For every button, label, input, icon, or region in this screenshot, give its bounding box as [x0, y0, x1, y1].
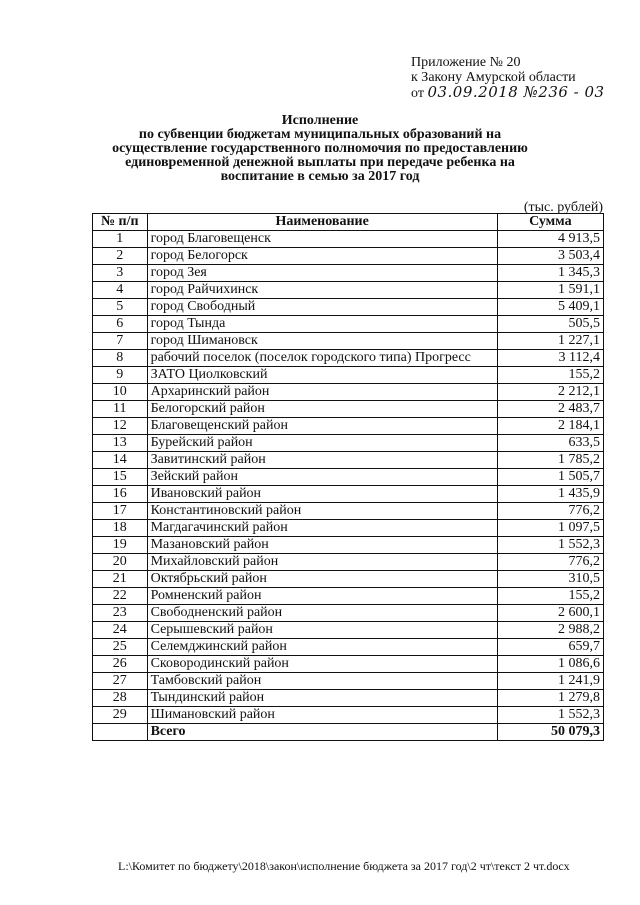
row-name: Магдагачинский район [147, 520, 497, 537]
table-body [93, 231, 604, 741]
row-sum: 1 279,8 [497, 690, 603, 707]
title-line-3: осуществление государственного полномочия по предоставлению [112, 141, 528, 156]
row-number: 3 [93, 265, 148, 282]
row-name: Октябрьский район [147, 571, 497, 588]
row-sum: 1 097,5 [497, 520, 603, 537]
table-row [93, 350, 604, 367]
table-row [93, 656, 604, 673]
row-number: 8 [93, 350, 148, 367]
title-line-4: единовременной денежной выплаты при передаче ребенка на [125, 155, 515, 170]
row-number: 7 [93, 333, 148, 350]
row-name: Тамбовский район [147, 673, 497, 690]
row-name: Благовещенский район [147, 418, 497, 435]
total-label: Всего [147, 724, 497, 741]
row-number: 28 [93, 690, 148, 707]
row-name: рабочий поселок (поселок городского типа) Прогресс [147, 350, 497, 367]
row-number: 21 [93, 571, 148, 588]
row-number: 27 [93, 673, 148, 690]
row-sum: 4 913,5 [497, 231, 603, 248]
row-name: город Шимановск [147, 333, 497, 350]
title-line-5: воспитание в семью за 2017 год [220, 169, 420, 184]
row-name: ЗАТО Циолковский [147, 367, 497, 384]
row-name: город Райчихинск [147, 282, 497, 299]
row-sum: 1 552,3 [497, 707, 603, 724]
row-name: город Благовещенск [147, 231, 497, 248]
handwritten-date-number: 03.09.2018 №236 - 03 [427, 83, 605, 101]
row-number: 18 [93, 520, 148, 537]
table-row [93, 435, 604, 452]
row-sum: 2 988,2 [497, 622, 603, 639]
row-sum: 659,7 [497, 639, 603, 656]
file-path-footer: L:\Комитет по бюджету\2018\закон\исполнение бюджета за 2017 год\2 чт\текст 2 чт.docx [118, 859, 570, 873]
table-row [93, 333, 604, 350]
row-name: Мазановский район [147, 537, 497, 554]
row-sum: 3 112,4 [497, 350, 603, 367]
table-row [93, 673, 604, 690]
row-number: 17 [93, 503, 148, 520]
unit-label: (тыс. рублей) [523, 200, 603, 215]
appendix-date-prefix: от [411, 86, 424, 101]
row-sum: 1 435,9 [497, 486, 603, 503]
row-name: город Свободный [147, 299, 497, 316]
row-sum: 2 212,1 [497, 384, 603, 401]
row-number: 15 [93, 469, 148, 486]
total-row [93, 724, 604, 741]
row-name: Белогорский район [147, 401, 497, 418]
table-row [93, 248, 604, 265]
row-name: Архаринский район [147, 384, 497, 401]
appendix-date-line [411, 85, 605, 101]
table-row [93, 469, 604, 486]
header-name: Наименование [147, 214, 497, 231]
table-row [93, 554, 604, 571]
row-name: Свободненский район [147, 605, 497, 622]
row-name: Бурейский район [147, 435, 497, 452]
table-row [93, 316, 604, 333]
document-title [90, 114, 550, 184]
row-name: Ромненский район [147, 588, 497, 605]
appendix-block [411, 55, 605, 101]
row-number: 2 [93, 248, 148, 265]
table-row [93, 282, 604, 299]
row-number: 5 [93, 299, 148, 316]
table-row [93, 605, 604, 622]
row-sum: 1 345,3 [497, 265, 603, 282]
row-number: 12 [93, 418, 148, 435]
row-number: 22 [93, 588, 148, 605]
table-row [93, 384, 604, 401]
table-row [93, 418, 604, 435]
table-row [93, 588, 604, 605]
row-sum: 1 505,7 [497, 469, 603, 486]
table-row [93, 639, 604, 656]
table-row [93, 367, 604, 384]
row-name: Завитинский район [147, 452, 497, 469]
row-name: Ивановский район [147, 486, 497, 503]
row-number: 16 [93, 486, 148, 503]
row-number: 26 [93, 656, 148, 673]
table-header-row [93, 214, 604, 231]
row-number: 11 [93, 401, 148, 418]
row-name: город Тында [147, 316, 497, 333]
total-num [93, 724, 148, 741]
row-sum: 1 552,3 [497, 537, 603, 554]
header-num: № п/п [93, 214, 148, 231]
row-sum: 310,5 [497, 571, 603, 588]
table-row [93, 401, 604, 418]
row-name: Серышевский район [147, 622, 497, 639]
table-row [93, 231, 604, 248]
row-name: Константиновский район [147, 503, 497, 520]
table-row [93, 486, 604, 503]
row-sum: 2 600,1 [497, 605, 603, 622]
row-name: Михайловский район [147, 554, 497, 571]
row-sum: 155,2 [497, 588, 603, 605]
row-name: город Зея [147, 265, 497, 282]
header-sum: Сумма [497, 214, 603, 231]
row-sum: 505,5 [497, 316, 603, 333]
row-number: 19 [93, 537, 148, 554]
row-sum: 2 184,1 [497, 418, 603, 435]
title-line-2: по субвенции бюджетам муниципальных образований на [138, 127, 502, 142]
row-number: 14 [93, 452, 148, 469]
row-number: 6 [93, 316, 148, 333]
table-row [93, 690, 604, 707]
row-number: 1 [93, 231, 148, 248]
table-row [93, 707, 604, 724]
row-sum: 1 785,2 [497, 452, 603, 469]
total-sum: 50 079,3 [497, 724, 603, 741]
row-number: 29 [93, 707, 148, 724]
row-sum: 776,2 [497, 554, 603, 571]
table-row [93, 452, 604, 469]
table-row [93, 299, 604, 316]
row-name: Сковородинский район [147, 656, 497, 673]
row-sum: 155,2 [497, 367, 603, 384]
row-name: Тындинский район [147, 690, 497, 707]
row-number: 13 [93, 435, 148, 452]
row-name: Зейский район [147, 469, 497, 486]
table-row [93, 571, 604, 588]
row-number: 23 [93, 605, 148, 622]
table-row [93, 503, 604, 520]
table-row [93, 622, 604, 639]
title-line-1: Исполнение [281, 113, 359, 128]
row-sum: 1 086,6 [497, 656, 603, 673]
row-sum: 1 591,1 [497, 282, 603, 299]
row-name: Шимановский район [147, 707, 497, 724]
row-number: 4 [93, 282, 148, 299]
row-sum: 633,5 [497, 435, 603, 452]
row-number: 24 [93, 622, 148, 639]
row-number: 9 [93, 367, 148, 384]
appendix-number: Приложение № 20 [411, 55, 521, 70]
table-row [93, 537, 604, 554]
row-sum: 2 483,7 [497, 401, 603, 418]
row-number: 10 [93, 384, 148, 401]
table-row [93, 520, 604, 537]
row-name: Селемджинский район [147, 639, 497, 656]
row-sum: 3 503,4 [497, 248, 603, 265]
appendix-law: к Закону Амурской области [411, 70, 576, 85]
row-sum: 1 241,9 [497, 673, 603, 690]
row-sum: 1 227,1 [497, 333, 603, 350]
row-number: 20 [93, 554, 148, 571]
row-number: 25 [93, 639, 148, 656]
table-row [93, 265, 604, 282]
row-name: город Белогорск [147, 248, 497, 265]
execution-table [92, 213, 604, 741]
row-sum: 776,2 [497, 503, 603, 520]
row-sum: 5 409,1 [497, 299, 603, 316]
